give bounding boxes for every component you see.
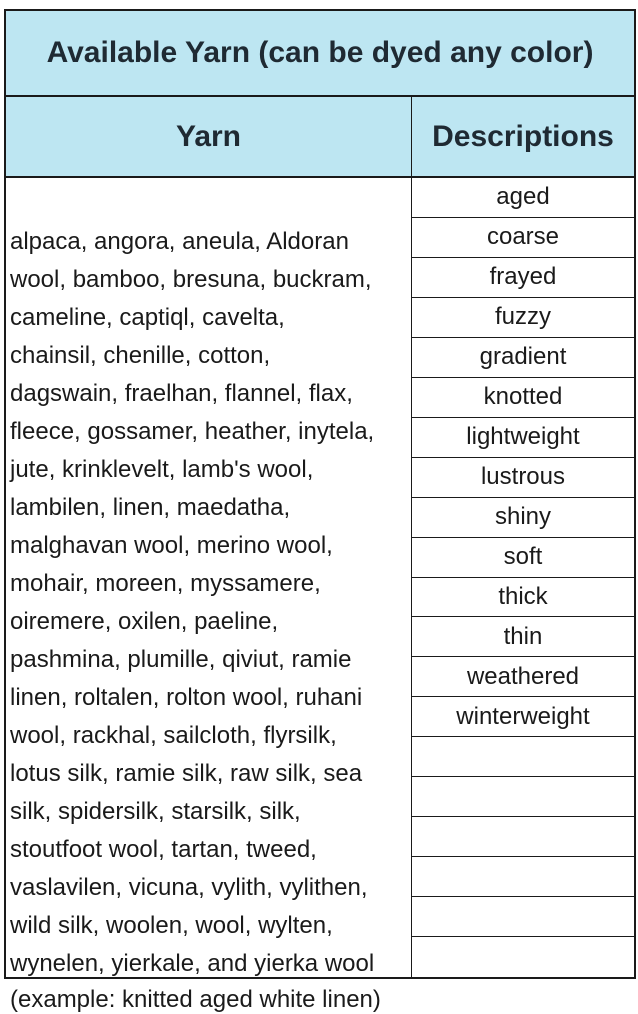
yarn-list-line: wild silk, woolen, wool, wylten,: [10, 912, 333, 939]
description-cell[interactable]: weathered: [412, 657, 634, 697]
table-title: Available Yarn (can be dyed any color): [4, 9, 636, 97]
yarn-list-line: dagswain, fraelhan, flannel, flax,: [10, 380, 353, 407]
yarn-list-line: pashmina, plumille, qiviut, ramie: [10, 646, 352, 673]
description-cell[interactable]: soft: [412, 538, 634, 578]
yarn-list-line: linen, roltalen, rolton wool, ruhani: [10, 684, 363, 711]
description-cell[interactable]: knotted: [412, 378, 634, 418]
yarn-list-line: silk, spidersilk, starsilk, silk,: [10, 798, 301, 825]
description-cell[interactable]: [412, 817, 634, 857]
example-footnote: (example: knitted aged white linen): [10, 986, 381, 1013]
descriptions-column: [412, 178, 634, 977]
description-cell[interactable]: [412, 857, 634, 897]
description-cell[interactable]: [412, 777, 634, 817]
yarn-list-line: wool, bamboo, bresuna, buckram,: [10, 266, 372, 293]
yarn-list-line: vaslavilen, vicuna, vylith, vylithen,: [10, 874, 368, 901]
description-cell[interactable]: coarse: [412, 218, 634, 258]
yarn-list-line: lambilen, linen, maedatha,: [10, 494, 291, 521]
yarn-list-cell[interactable]: [6, 178, 412, 977]
description-cell[interactable]: fuzzy: [412, 298, 634, 338]
description-cell[interactable]: [412, 937, 634, 977]
yarn-list-line: wool, rackhal, sailcloth, flyrsilk,: [10, 722, 337, 749]
yarn-list-line: stoutfoot wool, tartan, tweed,: [10, 836, 317, 863]
description-cell[interactable]: thick: [412, 578, 634, 618]
yarn-list-line: fleece, gossamer, heather, inytela,: [10, 418, 375, 445]
table-body: [4, 178, 636, 979]
description-cell[interactable]: frayed: [412, 258, 634, 298]
description-cell[interactable]: gradient: [412, 338, 634, 378]
description-cell[interactable]: [412, 897, 634, 937]
yarn-list-line: lotus silk, ramie silk, raw silk, sea: [10, 760, 363, 787]
yarn-column-header: Yarn: [6, 97, 412, 176]
yarn-list-line: jute, krinklevelt, lamb's wool,: [10, 456, 314, 483]
description-cell[interactable]: thin: [412, 617, 634, 657]
header-row: [4, 96, 636, 178]
description-cell[interactable]: [412, 737, 634, 777]
descriptions-column-header: Descriptions: [432, 119, 614, 153]
description-cell[interactable]: shiny: [412, 498, 634, 538]
yarn-list-line: mohair, moreen, myssamere,: [10, 570, 321, 597]
yarn-list-line: cameline, captiql, cavelta,: [10, 304, 285, 331]
yarn-list-line: oiremere, oxilen, paeline,: [10, 608, 279, 635]
yarn-list-line: wynelen, yierkale, and yierka wool: [10, 950, 375, 977]
description-cell[interactable]: winterweight: [412, 697, 634, 737]
description-cell[interactable]: aged: [412, 178, 634, 218]
description-cell[interactable]: lustrous: [412, 458, 634, 498]
yarn-list-line: malghavan wool, merino wool,: [10, 532, 333, 559]
description-cell[interactable]: lightweight: [412, 418, 634, 458]
yarn-list-line: alpaca, angora, aneula, Aldoran: [10, 228, 349, 255]
yarn-list-line: chainsil, chenille, cotton,: [10, 342, 271, 369]
